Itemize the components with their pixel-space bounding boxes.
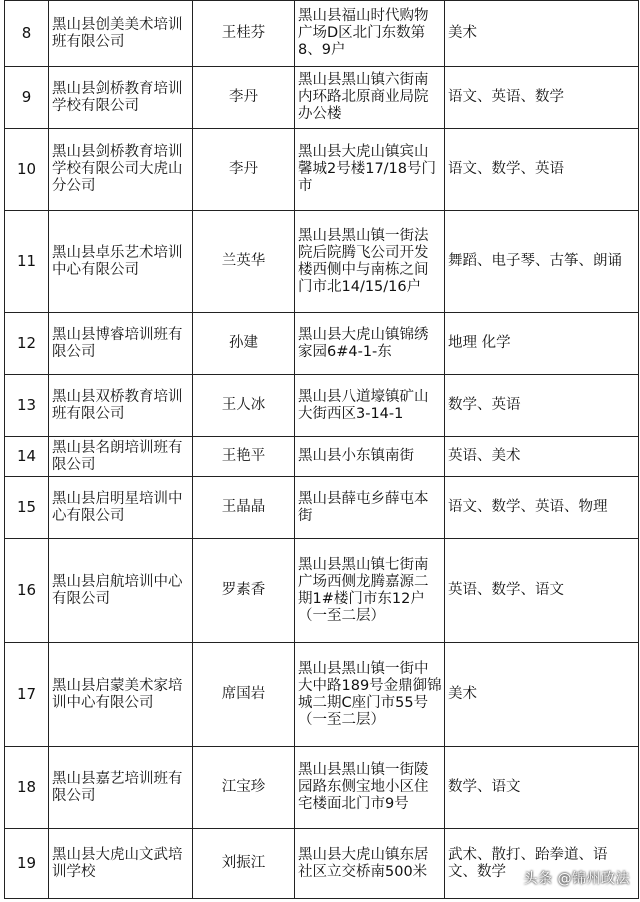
row-number: 8 — [5, 1, 49, 67]
manager-name: 王艳平 — [193, 437, 295, 477]
row-number: 16 — [5, 539, 49, 643]
manager-name: 李丹 — [193, 129, 295, 211]
institution-name: 黑山县卓乐艺术培训中心有限公司 — [49, 211, 193, 313]
table-row — [5, 643, 639, 747]
subjects: 地理 化学 — [445, 313, 639, 375]
subjects: 美术 — [445, 1, 639, 67]
institution-name: 黑山县名朗培训班有限公司 — [49, 437, 193, 477]
institution-name: 黑山县启蒙美术家培训中心有限公司 — [49, 643, 193, 747]
table-row — [5, 829, 639, 899]
row-number: 17 — [5, 643, 49, 747]
address: 黑山县小东镇南街 — [295, 437, 445, 477]
subjects: 美术 — [445, 643, 639, 747]
table-row — [5, 67, 639, 129]
institution-name: 黑山县大虎山文武培训学校 — [49, 829, 193, 899]
address: 黑山县大虎山镇锦绣家园6#4-1-东 — [295, 313, 445, 375]
row-number: 12 — [5, 313, 49, 375]
address: 黑山县福山时代购物广场D区北门东数第8、9户 — [295, 1, 445, 67]
table-row — [5, 437, 639, 477]
manager-name: 江宝珍 — [193, 747, 295, 829]
address: 黑山县大虎山镇宾山馨城2号楼17/18号门市 — [295, 129, 445, 211]
institution-name: 黑山县双桥教育培训班有限公司 — [49, 375, 193, 437]
row-number: 18 — [5, 747, 49, 829]
row-number: 15 — [5, 477, 49, 539]
institution-name: 黑山县嘉艺培训班有限公司 — [49, 747, 193, 829]
address: 黑山县大虎山镇东居社区立交桥南500米 — [295, 829, 445, 899]
subjects: 数学、英语 — [445, 375, 639, 437]
table-row — [5, 477, 639, 539]
manager-name: 孙建 — [193, 313, 295, 375]
institution-name: 黑山县剑桥教育培训学校有限公司 — [49, 67, 193, 129]
institution-name: 黑山县启航培训中心有限公司 — [49, 539, 193, 643]
row-number: 11 — [5, 211, 49, 313]
address: 黑山县黑山镇七街南广场西侧龙腾嘉源二期1#楼门市东12户（一至二层） — [295, 539, 445, 643]
institution-name: 黑山县博睿培训班有限公司 — [49, 313, 193, 375]
table-row — [5, 129, 639, 211]
subjects: 武术、散打、跆拳道、语文、数学 — [445, 829, 639, 899]
manager-name: 罗素香 — [193, 539, 295, 643]
table-row — [5, 375, 639, 437]
subjects: 语文、英语、数学 — [445, 67, 639, 129]
address: 黑山县薛屯乡薛屯本街 — [295, 477, 445, 539]
watermark: 头条 @锦州政法 — [523, 871, 630, 887]
address: 黑山县黑山镇六街南内环路北原商业局院办公楼 — [295, 67, 445, 129]
table-row — [5, 313, 639, 375]
table-body — [5, 1, 639, 899]
manager-name: 刘振江 — [193, 829, 295, 899]
table-row — [5, 747, 639, 829]
subjects: 舞蹈、电子琴、古筝、朗诵 — [445, 211, 639, 313]
subjects: 英语、数学、语文 — [445, 539, 639, 643]
institution-name: 黑山县启明星培训中心有限公司 — [49, 477, 193, 539]
address: 黑山县黑山镇一街陵园路东侧宝地小区住宅楼面北门市9号 — [295, 747, 445, 829]
manager-name: 李丹 — [193, 67, 295, 129]
manager-name: 席国岩 — [193, 643, 295, 747]
table-row — [5, 539, 639, 643]
subjects: 语文、数学、英语、物理 — [445, 477, 639, 539]
row-number: 14 — [5, 437, 49, 477]
institution-name: 黑山县创美美术培训班有限公司 — [49, 1, 193, 67]
manager-name: 王人冰 — [193, 375, 295, 437]
subjects: 数学、语文 — [445, 747, 639, 829]
address: 黑山县黑山镇一街中大中路189号金鼎御锦城二期C座门市55号（一至二层） — [295, 643, 445, 747]
subjects: 语文、数学、英语 — [445, 129, 639, 211]
table-row — [5, 1, 639, 67]
institution-name: 黑山县剑桥教育培训学校有限公司大虎山分公司 — [49, 129, 193, 211]
row-number: 19 — [5, 829, 49, 899]
institution-table — [4, 0, 639, 899]
row-number: 9 — [5, 67, 49, 129]
row-number: 13 — [5, 375, 49, 437]
table-row — [5, 211, 639, 313]
manager-name: 王桂芬 — [193, 1, 295, 67]
manager-name: 王晶晶 — [193, 477, 295, 539]
address: 黑山县黑山镇一街法院后院腾飞公司开发楼西侧中与南栋之间门市北14/15/16户 — [295, 211, 445, 313]
row-number: 10 — [5, 129, 49, 211]
address: 黑山县八道壕镇矿山大街西区3-14-1 — [295, 375, 445, 437]
subjects: 英语、美术 — [445, 437, 639, 477]
manager-name: 兰英华 — [193, 211, 295, 313]
